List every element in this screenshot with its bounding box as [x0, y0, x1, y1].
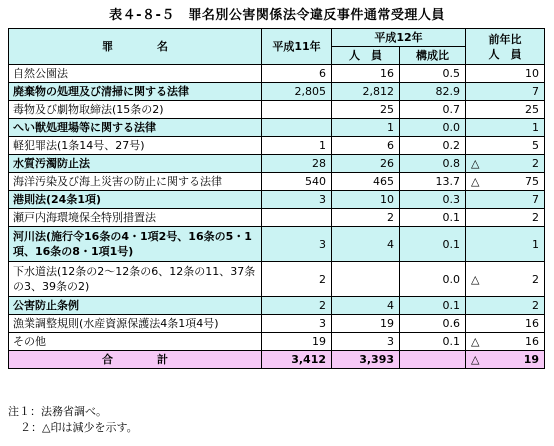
header-h12: 平成12年 — [332, 29, 466, 47]
row-h11-value: 3 — [262, 191, 332, 209]
row-h11-value: 3 — [262, 227, 332, 262]
table-row — [9, 191, 545, 209]
row-ratio-value: 0.1 — [400, 297, 466, 315]
decrease-mark: △ — [471, 335, 480, 348]
total-h11-value: 3,412 — [262, 351, 332, 369]
decrease-mark: △ — [471, 272, 480, 286]
row-diff-value: 16 — [525, 335, 539, 348]
row-h11-value: 2 — [262, 297, 332, 315]
row-crime-name: 瀬戸内海環境保全特別措置法 — [9, 209, 262, 227]
decrease-mark: △ — [471, 157, 480, 170]
total-row — [9, 351, 545, 369]
header-prev-persons: 人 員 — [488, 47, 522, 61]
row-h11-value: 540 — [262, 173, 332, 191]
row-diff-cell — [466, 209, 545, 227]
row-crime-name: 水質汚濁防止法 — [9, 155, 262, 173]
row-ratio-value: 0.5 — [400, 65, 466, 83]
row-diff-cell — [466, 65, 545, 83]
row-ratio-value: 0.0 — [400, 262, 466, 297]
row-h11-value: 1 — [262, 137, 332, 155]
row-ratio-value: 82.9 — [400, 83, 466, 101]
row-h11-value — [262, 101, 332, 119]
row-diff-cell — [466, 173, 545, 191]
row-crime-name: 軽犯罪法(1条14号、27号) — [9, 137, 262, 155]
row-h12-value: 4 — [332, 297, 400, 315]
table-row — [9, 297, 545, 315]
row-crime-name: 海洋汚染及び海上災害の防止に関する法律 — [9, 173, 262, 191]
row-crime-name: 下水道法(12条の2～12条の6、12条の11、37条の3、39条の2) — [9, 262, 262, 297]
row-h12-value: 25 — [332, 101, 400, 119]
row-h11-value: 19 — [262, 333, 332, 351]
row-diff-cell — [466, 119, 545, 137]
row-h12-value: 2,812 — [332, 83, 400, 101]
table-title: 表４-８-５ 罪名別公害関係法令違反事件通常受理人員 — [109, 8, 445, 23]
row-h12-value: 2 — [332, 209, 400, 227]
table-body — [9, 65, 545, 369]
row-diff-value: 10 — [525, 67, 539, 80]
row-h11-value: 28 — [262, 155, 332, 173]
row-diff-cell — [466, 315, 545, 333]
row-h12-value: 1 — [332, 119, 400, 137]
row-h12-value: 6 — [332, 137, 400, 155]
row-diff-cell — [466, 262, 545, 297]
row-diff-cell — [466, 83, 545, 101]
header-h12-persons: 人 員 — [332, 47, 400, 65]
decrease-mark: △ — [471, 175, 480, 188]
row-crime-name: 自然公園法 — [9, 65, 262, 83]
row-diff-value: 7 — [532, 85, 539, 98]
decrease-mark: △ — [471, 353, 480, 366]
row-h11-value: 2 — [262, 262, 332, 297]
row-crime-name: 公害防止条例 — [9, 297, 262, 315]
row-ratio-value: 0.1 — [400, 227, 466, 262]
table-row — [9, 155, 545, 173]
row-h11-value — [262, 209, 332, 227]
row-h11-value: 6 — [262, 65, 332, 83]
row-h12-value: 26 — [332, 155, 400, 173]
row-diff-value: 1 — [532, 121, 539, 134]
header-crime-name: 罪 名 — [9, 29, 262, 65]
total-ratio-value — [400, 351, 466, 369]
row-diff-cell — [466, 191, 545, 209]
table-row — [9, 65, 545, 83]
row-diff-value: 1 — [532, 237, 539, 251]
table-row — [9, 119, 545, 137]
table-row — [9, 83, 545, 101]
header-prev-label: 前年比 — [488, 32, 522, 46]
total-diff-cell — [466, 351, 545, 369]
total-h12-value: 3,393 — [332, 351, 400, 369]
row-h11-value — [262, 119, 332, 137]
note-2: ２：△印は減少を示す。 — [20, 421, 138, 434]
row-ratio-value: 0.8 — [400, 155, 466, 173]
table-row — [9, 227, 545, 262]
row-crime-name: 漁業調整規則(水産資源保護法4条1項4号) — [9, 315, 262, 333]
header-prev — [466, 29, 545, 65]
row-diff-value: 75 — [525, 175, 539, 188]
row-diff-value: 16 — [525, 317, 539, 330]
row-diff-cell — [466, 333, 545, 351]
row-h12-value: 10 — [332, 191, 400, 209]
row-diff-value: 2 — [532, 272, 539, 286]
notes — [8, 404, 138, 436]
table-row — [9, 209, 545, 227]
row-diff-value: 2 — [532, 299, 539, 312]
table-row — [9, 333, 545, 351]
row-ratio-value: 13.7 — [400, 173, 466, 191]
total-label: 合 計 — [9, 351, 262, 369]
row-crime-name: 毒物及び劇物取締法(15条の2) — [9, 101, 262, 119]
row-ratio-value: 0.0 — [400, 119, 466, 137]
row-diff-value: 25 — [525, 103, 539, 116]
row-h12-value: 4 — [332, 227, 400, 262]
row-h12-value — [332, 262, 400, 297]
row-diff-cell — [466, 155, 545, 173]
total-diff-value: 19 — [523, 353, 539, 366]
table-row — [9, 315, 545, 333]
row-ratio-value: 0.6 — [400, 315, 466, 333]
row-crime-name: 河川法(施行令16条の4・1項2号、16条の5・1項、16条の8・1項1号) — [9, 227, 262, 262]
row-diff-cell — [466, 297, 545, 315]
row-h11-value: 2,805 — [262, 83, 332, 101]
header-h12-ratio: 構成比 — [400, 47, 466, 65]
row-crime-name: へい獣処理場等に関する法律 — [9, 119, 262, 137]
row-h11-value: 3 — [262, 315, 332, 333]
row-ratio-value: 0.3 — [400, 191, 466, 209]
row-h12-value: 16 — [332, 65, 400, 83]
table-row — [9, 262, 545, 297]
header-h11: 平成11年 — [262, 29, 332, 65]
row-diff-value: 2 — [532, 211, 539, 224]
row-diff-value: 7 — [532, 193, 539, 206]
data-table — [8, 28, 545, 369]
row-h12-value: 3 — [332, 333, 400, 351]
row-crime-name: 港則法(24条1項) — [9, 191, 262, 209]
row-diff-value: 2 — [532, 157, 539, 170]
table-row — [9, 173, 545, 191]
row-diff-cell — [466, 101, 545, 119]
table-row — [9, 137, 545, 155]
row-diff-value: 5 — [532, 139, 539, 152]
row-diff-cell — [466, 227, 545, 262]
row-diff-cell — [466, 137, 545, 155]
note-1: 注１：法務省調べ。 — [8, 405, 107, 418]
row-crime-name: その他 — [9, 333, 262, 351]
row-ratio-value: 0.1 — [400, 209, 466, 227]
row-h12-value: 465 — [332, 173, 400, 191]
row-ratio-value: 0.7 — [400, 101, 466, 119]
row-ratio-value: 0.1 — [400, 333, 466, 351]
row-crime-name: 廃棄物の処理及び清掃に関する法律 — [9, 83, 262, 101]
table-row — [9, 101, 545, 119]
row-ratio-value: 0.2 — [400, 137, 466, 155]
row-h12-value: 19 — [332, 315, 400, 333]
